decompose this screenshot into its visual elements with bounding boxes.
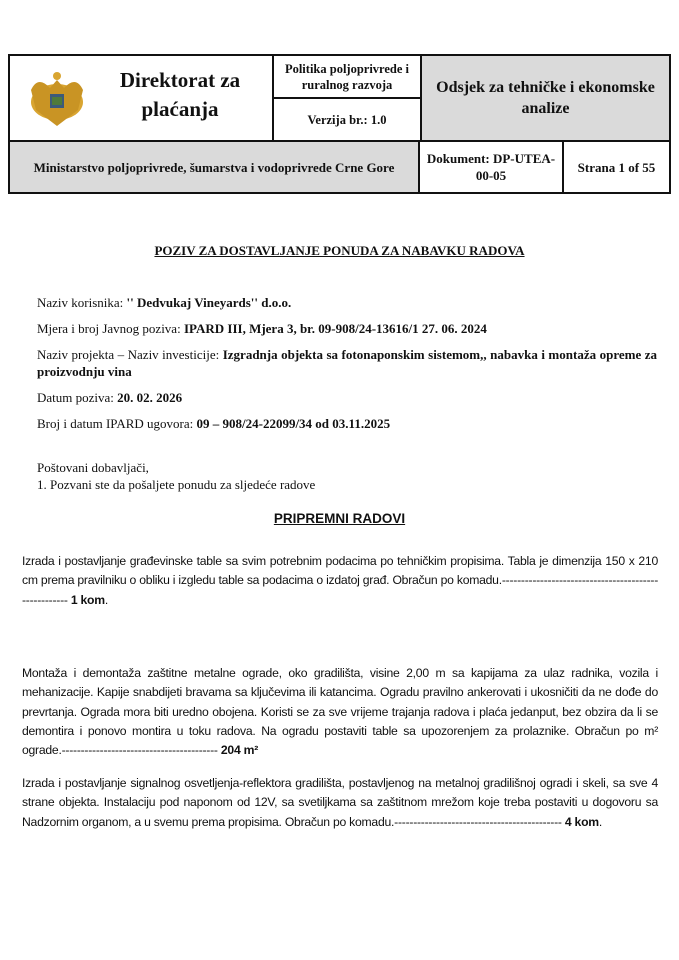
document-header bbox=[8, 54, 671, 142]
coat-of-arms-icon bbox=[28, 70, 86, 130]
policy-cell: Politika poljoprivrede i ruralnog razvoja bbox=[273, 55, 421, 98]
ministry-cell: Ministarstvo poljoprivrede, šumarstva i vodoprivrede Crne Gore bbox=[9, 141, 419, 193]
field-date: Datum poziva: 20. 02. 2026 bbox=[37, 390, 183, 405]
version-cell: Verzija br.: 1.0 bbox=[273, 98, 421, 141]
logo-title-cell bbox=[9, 55, 273, 141]
section-title: PRIPREMNI RADOVI bbox=[273, 511, 406, 526]
work-item: Montaža i demontaža zaštitne metalne ograde, oko gradilišta, visine 2,00 m sa kapijama za ulaz radnika, vozila i mehanizacije. Kapije snabdijeti bravama sa ključevima ili katancima. Ogradu pravilno ankerovati i ukosničiti da ne dođe do prevrtanja. Ograda mora biti uredno obojena. Koristi se za sve vrijeme trajanja radova i plaća jedanput, bez obzira da li se demontira i ponovo montira u toku radova. Na ogradu postaviti table sa upozorenjem za prolaznike. Obračun po m² ograde.----------------------------------------- 204 m² bbox=[22, 666, 658, 758]
department-cell: Odsjek za tehničke i ekonomske analize bbox=[421, 55, 670, 141]
directorate-title: Direktorat za plaćanja bbox=[119, 68, 241, 121]
field-beneficiary: Naziv korisnika: '' Dedvukaj Vineyards'' d.o.o. bbox=[37, 295, 292, 310]
field-call: Mjera i broj Javnog poziva: IPARD III, Mjera 3, br. 09-908/24-13616/1 27. 06. 2024 bbox=[37, 321, 487, 336]
document-id-cell: Dokument: DP-UTEA-00-05 bbox=[419, 141, 563, 193]
field-contract: Broj i datum IPARD ugovora: 09 – 908/24-22099/34 od 03.11.2025 bbox=[37, 416, 391, 431]
work-item: Izrada i postavljanje signalnog osvetljenja-reflektora gradilišta, postavljenog na metalnoj gradilišnoj ogradi i skeli, sa sve 4 strane objekta. Instalaciju pod naponom od 12V, sa svetiljkama sa zaštitnom mrežom koje treba postaviti u dogovoru sa Nadzornim organom, a u svemu prema propisima. Obračun po komadu.-------------------------------------------- 4 kom. bbox=[22, 776, 658, 829]
list-item: 1. Pozvani ste da pošaljete ponudu za sljedeće radove bbox=[37, 477, 316, 492]
work-item: Izrada i postavljanje građevinske table sa svim potrebnim podacima po tehničkim propisima. Tabla je dimenzija 150 x 210 cm prema pravilniku o obliku i izgledu table sa podacima o izdatoj građ. Obračun po komadu.----------------------------------------------------- 1 kom. bbox=[22, 554, 658, 607]
document-header-row2 bbox=[8, 140, 671, 194]
page-heading: POZIV ZA DOSTAVLJANJE PONUDA ZA NABAVKU RADOVA bbox=[154, 243, 525, 258]
greeting: Poštovani dobavljači, 1. Pozvani ste da pošaljete ponudu za sljedeće radove bbox=[37, 460, 316, 492]
page-number-cell: Strana 1 of 55 bbox=[563, 141, 670, 193]
field-project: Naziv projekta – Naziv investicije: Izgradnja objekta sa fotonaponskim sistemom,, nabavka i montaža opreme za proizvodnju vina bbox=[37, 347, 657, 379]
